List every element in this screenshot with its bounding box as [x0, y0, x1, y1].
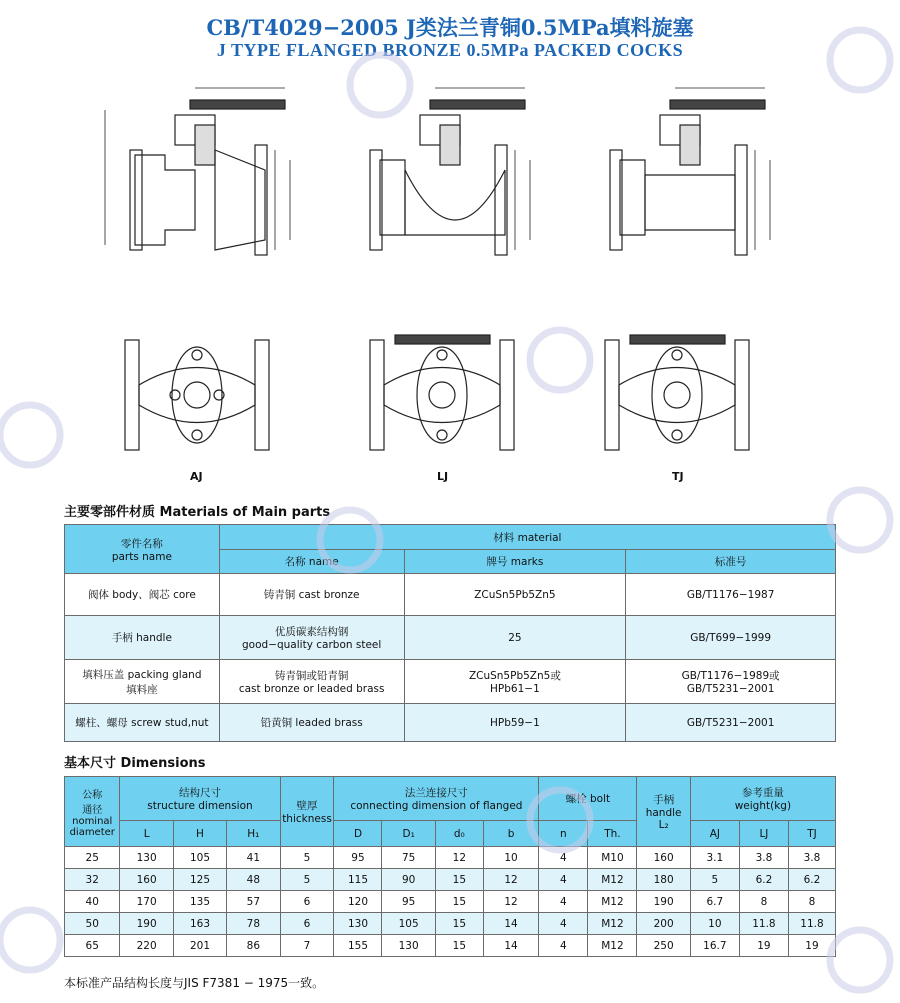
table-cell: 12 — [435, 847, 483, 869]
table-cell: 48 — [227, 869, 280, 891]
table-cell: 5 — [280, 847, 334, 869]
table-cell: 180 — [637, 869, 690, 891]
table-row — [65, 935, 836, 957]
table-cell: 160 — [637, 847, 690, 869]
table-row — [65, 891, 836, 913]
table-cell: 90 — [382, 869, 435, 891]
table-cell: 78 — [227, 913, 280, 935]
table-cell: 14 — [483, 935, 538, 957]
table-cell: 120 — [334, 891, 382, 913]
table-cell: 12 — [483, 869, 538, 891]
materials-heading: 主要零部件材质 Materials of Main parts — [64, 505, 331, 520]
page-title-cn: CB/T4029−2005 J类法兰青铜0.5MPa填料旋塞 — [206, 15, 694, 40]
table-row: 手柄 handle 优质碳素结构钢 good−quality carbon steel 25 GB/T699−1999 — [65, 616, 836, 660]
table-row — [65, 847, 836, 869]
table-cell: M10 — [588, 847, 637, 869]
table-cell: 201 — [173, 935, 226, 957]
table-cell: M12 — [588, 935, 637, 957]
col-bolt: 螺栓 bolt — [539, 777, 637, 821]
table-row: 螺柱、螺母 screw stud,nut 铅黄铜 leaded brass HPb59−1 GB/T5231−2001 — [65, 704, 836, 742]
table-cell: 190 — [637, 891, 690, 913]
table-cell: 6.2 — [739, 869, 788, 891]
table-cell: 3.1 — [690, 847, 739, 869]
col-structure-dimension: 结构尺寸 structure dimension — [120, 777, 280, 821]
col-marks: 牌号 marks — [404, 550, 626, 574]
table-cell: 130 — [120, 847, 173, 869]
table-cell: M12 — [588, 869, 637, 891]
col-h1: H₁ — [227, 821, 280, 847]
table-cell: 15 — [435, 913, 483, 935]
table-cell: 250 — [637, 935, 690, 957]
watermark-logo-icon — [0, 910, 60, 970]
table-cell: 105 — [173, 847, 226, 869]
col-thickness: 壁厚 thickness — [280, 777, 334, 847]
table-cell: 86 — [227, 935, 280, 957]
table-row — [65, 913, 836, 935]
table-cell: 5 — [280, 869, 334, 891]
table-cell: 12 — [483, 891, 538, 913]
table-cell: M12 — [588, 913, 637, 935]
table-cell: 7 — [280, 935, 334, 957]
col-name: 名称 name — [219, 550, 404, 574]
table-cell: 220 — [120, 935, 173, 957]
table-row — [65, 869, 836, 891]
section-view-lj — [370, 88, 530, 255]
table-cell: 155 — [334, 935, 382, 957]
table-cell: 3.8 — [739, 847, 788, 869]
table-cell: 6 — [280, 913, 334, 935]
table-cell: 11.8 — [788, 913, 835, 935]
footnote: 本标准产品结构长度与JIS F7381 − 1975一致。 — [64, 976, 325, 990]
col-standard: 标准号 — [626, 550, 836, 574]
table-cell: 15 — [435, 891, 483, 913]
table-cell: 32 — [65, 869, 120, 891]
table-cell: 8 — [788, 891, 835, 913]
table-cell: 4 — [539, 913, 588, 935]
table-cell: 15 — [435, 869, 483, 891]
table-cell: 40 — [65, 891, 120, 913]
col-d0: d₀ — [435, 821, 483, 847]
dimensions-table — [64, 776, 836, 957]
col-n: n — [539, 821, 588, 847]
table-cell: M12 — [588, 891, 637, 913]
table-cell: 6 — [280, 891, 334, 913]
watermark-logo-icon — [830, 930, 890, 990]
table-row: 填料压盖 packing gland 填料座 铸青铜或铅青铜 cast bronze or leaded brass ZCuSn5Pb5Zn5或 HPb61−1 GB/T1176−1989或 GB/T5231−2001 — [65, 660, 836, 704]
section-view-tj — [610, 88, 770, 255]
section-view-aj — [105, 88, 290, 255]
table-cell: 57 — [227, 891, 280, 913]
table-row: 阀体 body、阀芯 core 铸青铜 cast bronze ZCuSn5Pb5Zn5 GB/T1176−1987 — [65, 574, 836, 616]
drawing-label-aj: AJ — [190, 470, 203, 483]
table-cell: 10 — [483, 847, 538, 869]
table-cell: 41 — [227, 847, 280, 869]
watermark-logo-icon — [830, 490, 890, 550]
col-d1: D₁ — [382, 821, 435, 847]
table-cell: 4 — [539, 935, 588, 957]
table-cell: 163 — [173, 913, 226, 935]
col-l: L — [120, 821, 173, 847]
top-view-tj — [605, 335, 749, 450]
col-nominal-diameter: 公称 通径 nominal diameter — [65, 777, 120, 847]
table-cell: 19 — [739, 935, 788, 957]
table-cell: 6.7 — [690, 891, 739, 913]
table-cell: 11.8 — [739, 913, 788, 935]
table-cell: 3.8 — [788, 847, 835, 869]
col-h: H — [173, 821, 226, 847]
valve-drawings — [0, 70, 900, 490]
col-handle: 手柄 handle L₂ — [637, 777, 690, 847]
top-view-aj — [125, 340, 269, 450]
table-cell: 16.7 — [690, 935, 739, 957]
drawing-label-tj: TJ — [672, 470, 684, 483]
table-cell: 105 — [382, 913, 435, 935]
table-cell: 75 — [382, 847, 435, 869]
col-flange-dimension: 法兰连接尺寸 connecting dimension of flanged — [334, 777, 539, 821]
dimensions-heading: 基本尺寸 Dimensions — [64, 756, 206, 771]
table-cell: 10 — [690, 913, 739, 935]
table-cell: 95 — [334, 847, 382, 869]
dimensions-body — [65, 847, 836, 957]
table-cell: 170 — [120, 891, 173, 913]
table-cell: 5 — [690, 869, 739, 891]
col-parts-name: 零件名称 parts name — [65, 525, 220, 574]
table-cell: 25 — [65, 847, 120, 869]
col-d: D — [334, 821, 382, 847]
table-cell: 6.2 — [788, 869, 835, 891]
col-lj: LJ — [739, 821, 788, 847]
table-cell: 4 — [539, 847, 588, 869]
table-cell: 190 — [120, 913, 173, 935]
table-cell: 135 — [173, 891, 226, 913]
table-cell: 65 — [65, 935, 120, 957]
table-cell: 15 — [435, 935, 483, 957]
col-aj: AJ — [690, 821, 739, 847]
table-cell: 160 — [120, 869, 173, 891]
table-cell: 14 — [483, 913, 538, 935]
table-cell: 50 — [65, 913, 120, 935]
col-b: b — [483, 821, 538, 847]
col-th: Th. — [588, 821, 637, 847]
table-cell: 115 — [334, 869, 382, 891]
table-cell: 95 — [382, 891, 435, 913]
table-cell: 130 — [334, 913, 382, 935]
table-cell: 19 — [788, 935, 835, 957]
col-tj: TJ — [788, 821, 835, 847]
page-title-en: J TYPE FLANGED BRONZE 0.5MPa PACKED COCKS — [216, 40, 684, 60]
materials-table — [64, 524, 836, 742]
table-cell: 4 — [539, 869, 588, 891]
drawing-label-lj: LJ — [437, 470, 449, 483]
table-cell: 125 — [173, 869, 226, 891]
col-material: 材料 material — [219, 525, 835, 550]
table-cell: 130 — [382, 935, 435, 957]
table-cell: 8 — [739, 891, 788, 913]
table-cell: 4 — [539, 891, 588, 913]
table-cell: 200 — [637, 913, 690, 935]
col-weight: 参考重量 weight(kg) — [690, 777, 835, 821]
top-view-lj — [370, 335, 514, 450]
